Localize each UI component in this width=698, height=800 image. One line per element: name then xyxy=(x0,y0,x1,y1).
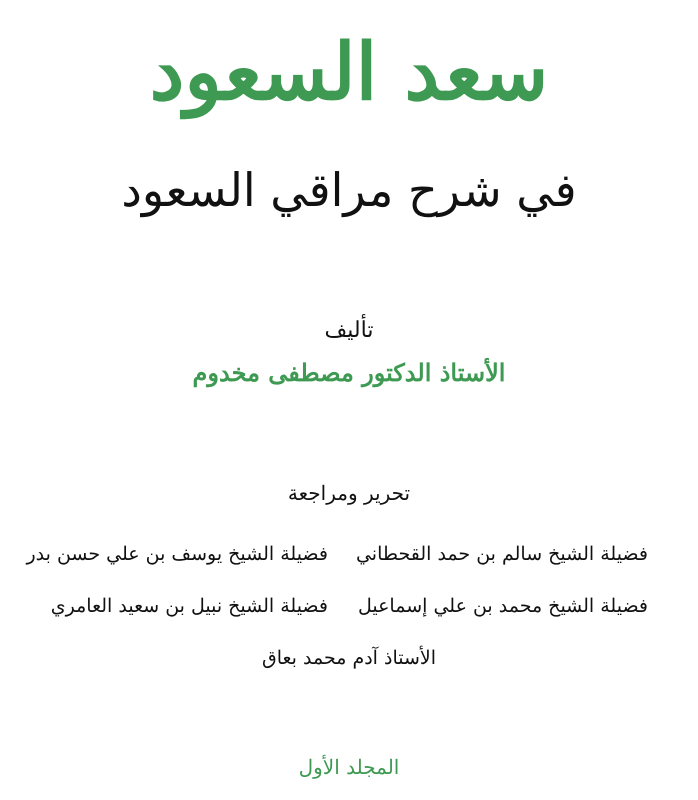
reviewer-2: فضيلة الشيخ يوسف بن علي حسن بدر xyxy=(26,543,328,565)
authorship-label: تأليف xyxy=(324,318,374,343)
reviewer-1: فضيلة الشيخ سالم بن حمد القحطاني xyxy=(355,543,648,565)
book-title: سعد السعود xyxy=(149,27,549,118)
volume-label: المجلد الأول xyxy=(298,755,400,779)
reviewer-3: فضيلة الشيخ محمد بن علي إسماعيل xyxy=(357,595,648,617)
author-name: الأستاذ الدكتور مصطفى مخدوم xyxy=(192,358,506,387)
review-label: تحرير ومراجعة xyxy=(287,481,411,505)
book-subtitle: في شرح مراقي السعود xyxy=(121,163,577,217)
reviewer-4: فضيلة الشيخ نبيل بن سعيد العامري xyxy=(50,595,328,617)
reviewer-5: الأستاذ آدم محمد بعاق xyxy=(261,647,437,669)
